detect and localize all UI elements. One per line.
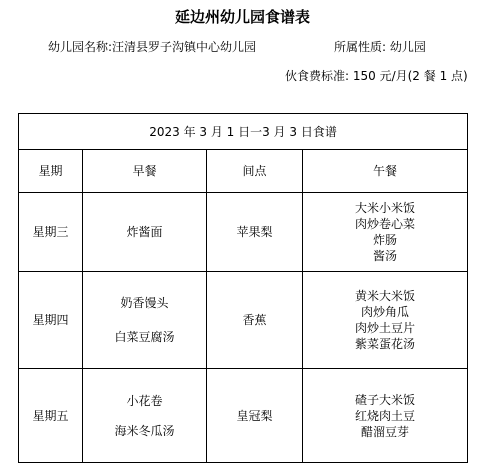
fee-standard: 伙食费标准: 150 元/月(2 餐 1 点) (285, 69, 468, 83)
breakfast-cell (83, 193, 207, 272)
day-cell: 星期五 (19, 369, 83, 463)
lunch-item: 大米小米饭 (355, 201, 416, 215)
lunch-cell (303, 369, 468, 463)
breakfast-cell (83, 272, 207, 369)
header-lunch: 午餐 (303, 150, 468, 193)
breakfast-cell (83, 369, 207, 463)
table-row (19, 369, 468, 463)
spacer (83, 409, 206, 423)
menu-table (18, 113, 468, 463)
table-row (19, 193, 468, 272)
breakfast-item: 海米冬瓜汤 (114, 423, 175, 438)
table-header-row (19, 150, 468, 193)
header-breakfast: 早餐 (83, 150, 207, 193)
table-caption: 2023 年 3 月 1 日一3 月 3 日食谱 (19, 114, 468, 150)
kindergarten-nature: 所属性质: 幼儿园 (334, 40, 426, 54)
lunch-item: 黄米大米饭 (355, 289, 416, 303)
lunch-item: 炸肠 (373, 233, 398, 247)
header-day: 星期 (19, 150, 83, 193)
breakfast-item: 奶香馒头 (120, 296, 169, 310)
lunch-item: 酱汤 (373, 249, 398, 263)
lunch-item: 红烧肉土豆 (355, 408, 416, 423)
lunch-cell (303, 193, 468, 272)
snack-cell: 皇冠梨 (207, 369, 303, 463)
breakfast-item: 小花卷 (126, 393, 163, 408)
snack-cell: 苹果梨 (207, 193, 303, 272)
snack-cell: 香蕉 (207, 272, 303, 369)
spacer (83, 311, 206, 329)
lunch-item: 碴子大米饭 (355, 392, 416, 407)
lunch-item: 紫菜蛋花汤 (355, 337, 416, 351)
lunch-cell (303, 272, 468, 369)
kindergarten-name: 幼儿园名称:汪清县罗子沟镇中心幼儿园 (48, 40, 257, 54)
lunch-item: 肉炒土豆片 (355, 321, 416, 335)
lunch-item: 肉炒角瓜 (361, 305, 410, 319)
breakfast-item: 炸酱面 (126, 225, 163, 239)
day-cell: 星期四 (19, 272, 83, 369)
page-title: 延边州幼儿园食谱表 (174, 8, 310, 26)
header-snack: 间点 (207, 150, 303, 193)
table-row (19, 272, 468, 369)
table-caption-row (19, 114, 468, 150)
lunch-item: 肉炒卷心菜 (355, 217, 416, 231)
breakfast-item: 白菜豆腐汤 (114, 330, 175, 344)
lunch-item: 醋溜豆芽 (361, 424, 410, 439)
day-cell: 星期三 (19, 193, 83, 272)
